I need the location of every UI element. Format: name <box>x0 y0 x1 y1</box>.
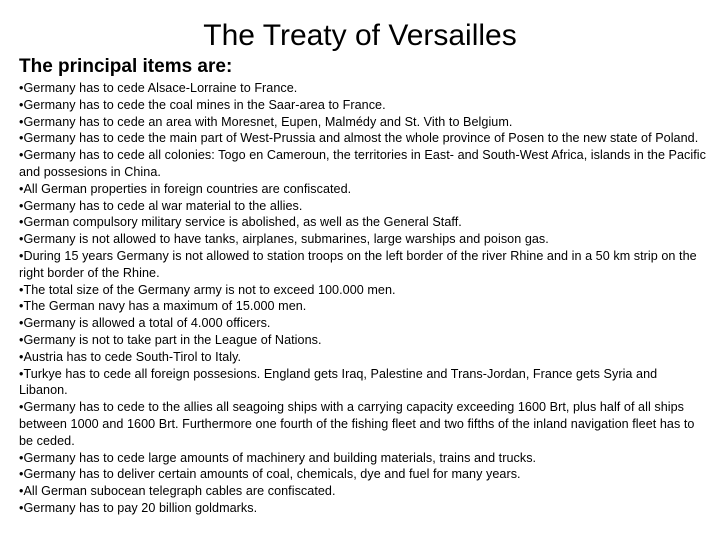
list-item: •Germany is not allowed to have tanks, airplanes, submarines, large warships and poison gas. <box>19 232 549 247</box>
list-item: •Germany has to cede large amounts of machinery and building materials, trains and trucks. <box>19 450 537 465</box>
list-item: •Germany has to cede to the allies all seagoing ships with a carrying capacity exceeding 1600 Brt, plus half of all ships between 1000 and 1600 Brt. Furthermore one fourth of the fishing fleet and two fifths of the inland navigation fleet has to be ceded. <box>19 400 695 448</box>
list-item: •Turkye has to cede all foreign possesions. England gets Iraq, Palestine and Trans-Jordan, France gets Syria and Libanon. <box>19 366 658 398</box>
list-item: •Germany has to cede the coal mines in the Saar-area to France. <box>19 97 386 112</box>
list-item: •All German subocean telegraph cables are confiscated. <box>19 484 336 499</box>
list-item: •Germany has to cede the main part of West-Prussia and almost the whole province of Posen to the new state of Poland. <box>19 131 699 146</box>
list-item: •German compulsory military service is abolished, as well as the General Staff. <box>19 215 462 230</box>
list-item: •Germany has to cede an area with Moresnet, Eupen, Malmédy and St. Vith to Belgium. <box>19 114 513 129</box>
list-item: •Germany has to cede al war material to the allies. <box>19 198 303 213</box>
list-item: •Germany has to cede Alsace-Lorraine to France. <box>19 81 298 95</box>
list-item: •During 15 years Germany is not allowed to station troops on the left border of the river Rhine and in a 50 km strip on the right border of the Rhine. <box>19 248 697 280</box>
list-item: •Austria has to cede South-Tirol to Italy. <box>19 349 242 364</box>
list-item: •Germany has to deliver certain amounts of coal, chemicals, dye and fuel for many years. <box>19 467 521 482</box>
list-item: •Germany has to cede all colonies: Togo en Cameroun, the territories in East- and South-West Africa, islands in the Pacific and possesions in China. <box>19 148 706 179</box>
list-item: •Germany is not to take part in the League of Nations. <box>19 332 322 347</box>
list-item: •The total size of the Germany army is not to exceed 100.000 men. <box>19 282 396 297</box>
list-item: •Germany is allowed a total of 4.000 officers. <box>19 316 271 331</box>
list-item: •All German properties in foreign countries are confiscated. <box>19 181 352 196</box>
slide-subtitle: The principal items are: <box>19 56 233 77</box>
slide-title: The Treaty of Versailles <box>203 19 517 52</box>
list-item: •The German navy has a maximum of 15.000 men. <box>19 299 307 314</box>
list-item: •Germany has to pay 20 billion goldmarks. <box>19 500 258 515</box>
treaty-items-list <box>19 80 709 517</box>
